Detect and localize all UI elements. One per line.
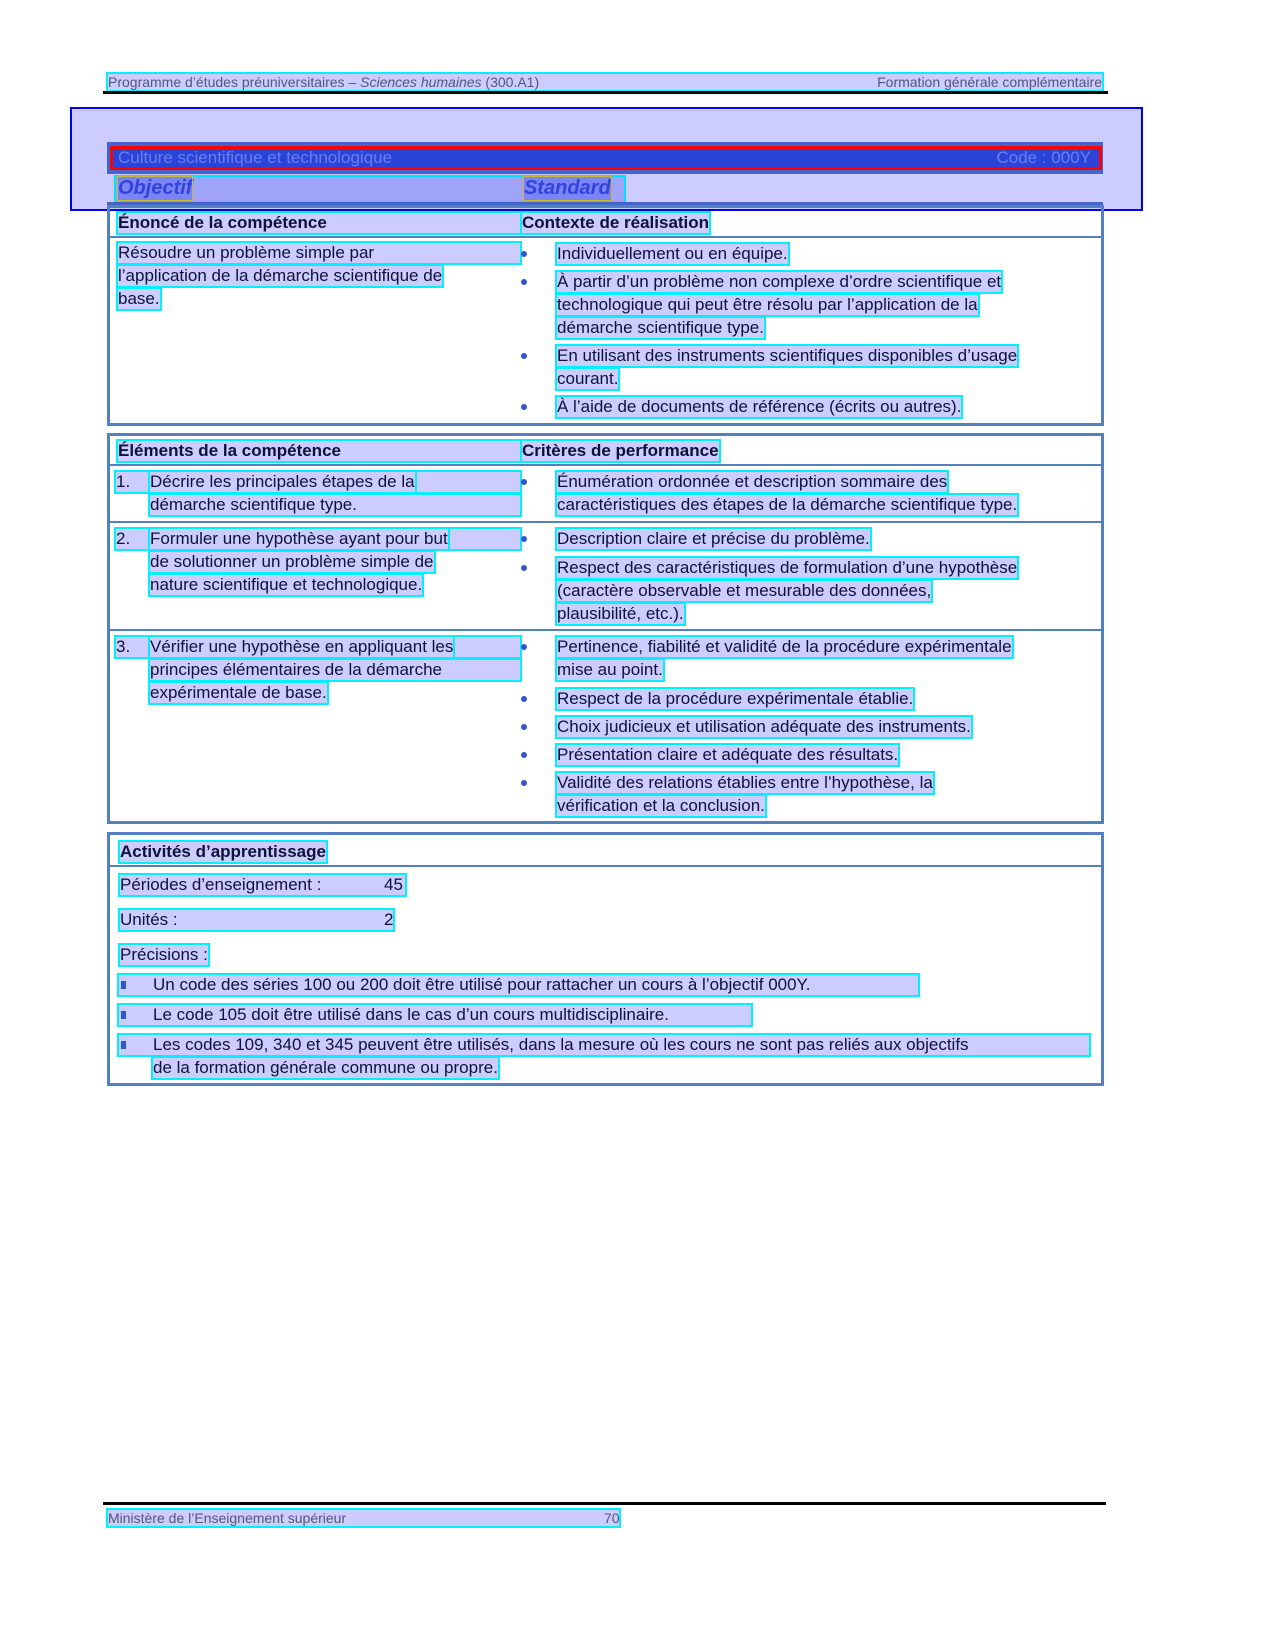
bullet-icon [521, 780, 527, 786]
bullet-icon [121, 1011, 126, 1019]
footer-rule [103, 1502, 1106, 1505]
running-header [108, 74, 1102, 90]
periods-value: 45 [384, 875, 403, 894]
header-left: Programme d’études préuniversitaires – [108, 74, 361, 90]
element-line: nature scientifique et technologique. [150, 575, 423, 594]
footer-ministry: Ministère de l’Enseignement supérieur [108, 1510, 347, 1526]
critere-line: (caractère observable et mesurable des données, [557, 581, 932, 600]
critere-line: mise au point. [557, 660, 663, 679]
divider [107, 629, 1103, 631]
note-text: Les codes 109, 340 et 345 peuvent être utilisés, dans la mesure où les cours ne sont pas reliés aux objectifs [153, 1035, 969, 1054]
activities-heading: Activités d’apprentissage [120, 842, 326, 861]
bullet-icon [521, 565, 527, 571]
units-value: 2 [384, 910, 394, 929]
bullet-icon [121, 1041, 126, 1049]
precisions-label: Précisions : [120, 945, 208, 964]
element-number: 1. [116, 472, 520, 492]
bullet-icon [521, 752, 527, 758]
header-rule [103, 91, 1108, 94]
divider [107, 236, 1103, 238]
critere-line: Choix judicieux et utilisation adéquate des instruments. [557, 717, 971, 736]
element-number: 3. [116, 637, 520, 657]
bullet-icon [521, 724, 527, 730]
element-line: démarche scientifique type. [150, 495, 520, 515]
enonce-heading: Énoncé de la compétence [118, 213, 520, 233]
critere-line: Respect des caractéristiques de formulation d’une hypothèse [557, 558, 1018, 577]
critere-line: Énumération ordonnée et description sommaire des [557, 472, 948, 491]
note-row [119, 975, 918, 995]
critere-line: plausibilité, etc.). [557, 604, 684, 623]
bullet-icon [521, 696, 527, 702]
element-line: Formuler une hypothèse ayant pour but [150, 529, 448, 548]
enonce-line: base. [118, 289, 160, 308]
element-line: expérimentale de base. [150, 683, 327, 702]
header-right: Formation générale complémentaire [877, 74, 1102, 90]
note-row [119, 1005, 751, 1025]
critere-line: Validité des relations établies entre l’hypothèse, la [557, 773, 933, 792]
divider [107, 521, 1103, 523]
enonce-line: l’application de la démarche scientifique de [118, 266, 443, 285]
footer [108, 1510, 619, 1526]
critere-line: caractéristiques des étapes de la démarche scientifique type. [557, 495, 1018, 514]
competence-title: Culture scientifique et technologique [118, 148, 393, 167]
critere-line: Présentation claire et adéquate des résultats. [557, 745, 899, 764]
standard-heading: Standard [524, 177, 611, 199]
bullet-icon [521, 536, 527, 542]
bullet-icon [521, 279, 527, 285]
bullet-icon [121, 981, 126, 989]
contexte-item: À partir d’un problème non complexe d’ordre scientifique et [557, 272, 1002, 291]
note-row [119, 1035, 1089, 1055]
competence-code: Code : 000Y [996, 148, 1091, 167]
note-text: Un code des séries 100 ou 200 doit être utilisé pour rattacher un cours à l’objectif 000Y. [153, 975, 811, 994]
note-text: de la formation générale commune ou propre. [153, 1058, 498, 1077]
elements-heading: Éléments de la compétence [118, 441, 520, 461]
element-line: de solutionner un problème simple de [150, 552, 434, 571]
note-text: Le code 105 doit être utilisé dans le cas d’un cours multidisciplinaire. [153, 1005, 669, 1024]
contexte-item: En utilisant des instruments scientifiques disponibles d’usage [557, 346, 1018, 365]
contexte-item: Individuellement ou en équipe. [557, 244, 788, 263]
periods-label: Périodes d’enseignement : [120, 875, 405, 895]
criteres-heading: Critères de performance [522, 441, 719, 460]
bullet-icon [521, 353, 527, 359]
contexte-item: courant. [557, 369, 619, 388]
contexte-item: démarche scientifique type. [557, 318, 764, 337]
objectif-heading: Objectif [118, 177, 193, 199]
page-number: 70 [604, 1510, 620, 1526]
element-number: 2. [116, 529, 520, 549]
divider [107, 464, 1103, 466]
bullet-icon [521, 251, 527, 257]
critere-line: Respect de la procédure expérimentale établie. [557, 689, 914, 708]
header-code: (300.A1) [481, 74, 540, 90]
bullet-icon [521, 644, 527, 650]
units-label: Unités : [120, 910, 393, 930]
enonce-line: Résoudre un problème simple par [118, 243, 520, 263]
contexte-item: technologique qui peut être résolu par l’application de la [557, 295, 978, 314]
contexte-item: À l’aide de documents de référence (écrits ou autres). [557, 397, 962, 416]
element-line: Décrire les principales étapes de la [150, 472, 415, 491]
title-bar [110, 146, 1102, 170]
contexte-heading: Contexte de réalisation [522, 213, 710, 232]
header-program: Sciences humaines [360, 74, 482, 90]
critere-line: vérification et la conclusion. [557, 796, 765, 815]
critere-line: Description claire et précise du problème. [557, 529, 870, 548]
competence-table [107, 205, 1104, 426]
element-line: Vérifier une hypothèse en appliquant les [150, 637, 454, 656]
element-line: principes élémentaires de la démarche [150, 660, 520, 680]
bullet-icon [521, 404, 527, 410]
divider [107, 865, 1103, 867]
critere-line: Pertinence, fiabilité et validité de la procédure expérimentale [557, 637, 1012, 656]
bullet-icon [521, 479, 527, 485]
